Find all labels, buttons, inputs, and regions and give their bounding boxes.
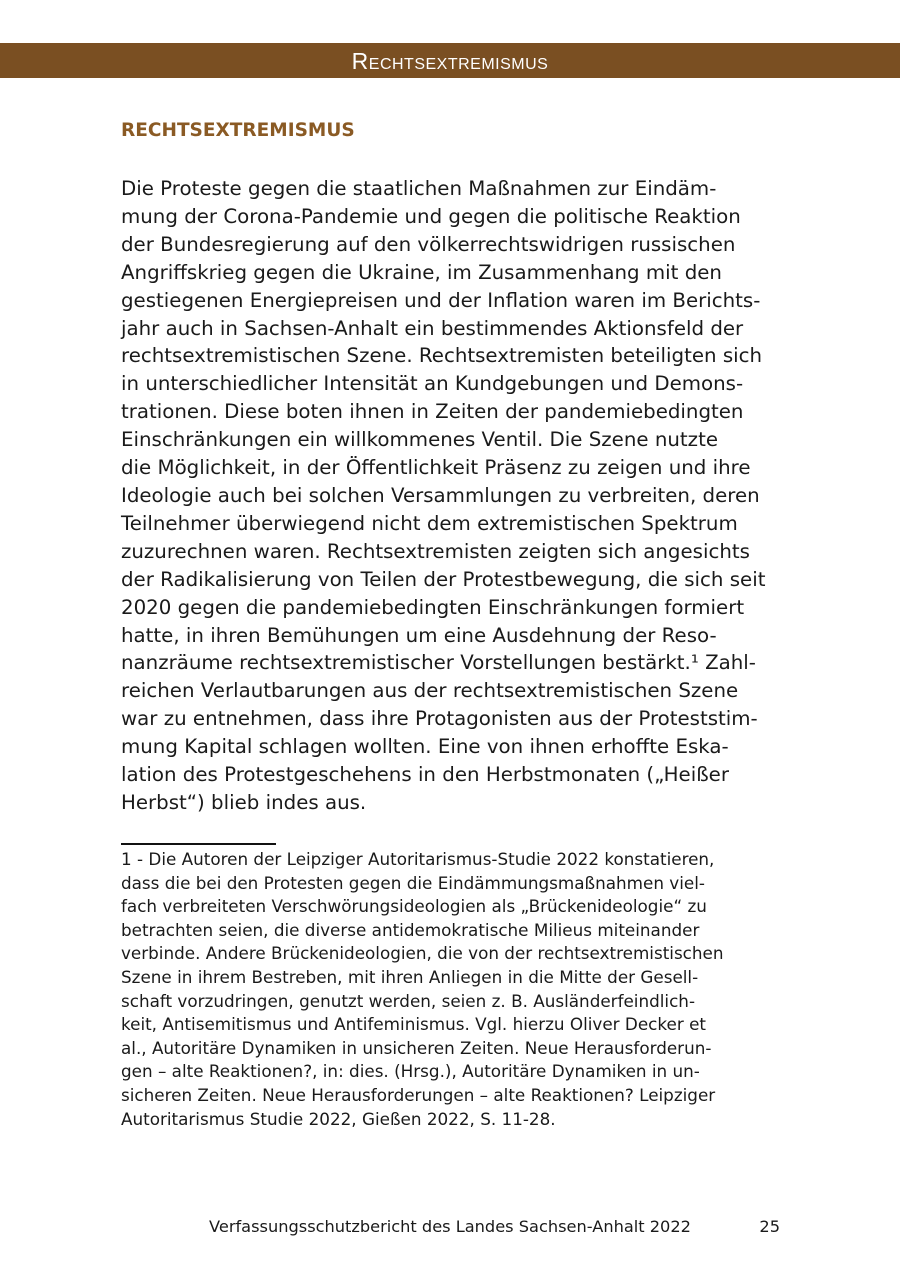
footnote-line: sicheren Zeiten. Neue Herausforderungen – alte Reaktionen? Leipziger [121,1084,716,1105]
footnote-line: gen – alte Reaktionen?, in: dies. (Hrsg.), Autoritäre Dynamiken in un- [121,1061,700,1082]
body-line: mung der Corona-Pandemie und gegen die politische Reaktion [121,204,741,228]
body-line: war zu entnehmen, dass ihre Protagonisten aus der Proteststim- [121,707,758,731]
body-line: Teilnehmer überwiegend nicht dem extremistischen Spektrum [121,511,738,535]
footnote-line: dass die bei den Protesten gegen die Eindämmungsmaßnahmen viel- [121,872,705,893]
footnote-line: 1 - Die Autoren der Leipziger Autoritarismus-Studie 2022 konstatieren, [121,849,715,869]
body-line: trationen. Diese boten ihnen in Zeiten der pandemiebedingten [121,400,744,424]
body-line: 2020 gegen die pandemiebedingten Einschränkungen formiert [121,595,745,619]
body-line: Ideologie auch bei solchen Versammlungen zu verbreiten, deren [121,483,760,507]
footnote [121,848,801,1131]
footnote-line: fach verbreiteten Verschwörungsideologien als „Brückenideologie“ zu [121,896,707,917]
page-header-title: Rechtsextremismus [351,48,549,74]
footnote-line: al., Autoritäre Dynamiken in unsicheren Zeiten. Neue Herausforderun- [121,1037,712,1058]
body-line: lation des Protestgeschehens in den Herbstmonaten („Heißer [121,763,729,787]
body-line: die Möglichkeit, in der Öffentlichkeit Präsenz zu zeigen und ihre [121,456,751,480]
body-line: Herbst“) blieb indes aus. [121,790,367,814]
body-line: rechtsextremistischen Szene. Rechtsextremisten beteiligten sich [121,344,763,368]
body-line: jahr auch in Sachsen-Anhalt ein bestimmendes Aktionsfeld der [121,316,744,340]
body-line: Einschränkungen ein willkommenes Ventil. Die Szene nutzte [121,428,718,452]
body-line: der Bundesregierung auf den völkerrechtswidrigen russischen [121,232,736,256]
footnote-line: betrachten seien, die diverse antidemokratische Milieus miteinander [121,919,700,940]
footnote-line: Szene in ihrem Bestreben, mit ihren Anliegen in die Mitte der Gesell- [121,966,699,987]
body-line: nanzräume rechtsextremistischer Vorstellungen bestärkt.¹ Zahl- [121,651,756,675]
page-number: 25 [759,1217,780,1236]
footnote-divider [121,843,276,845]
footnote-line: schaft vorzudringen, genutzt werden, seien z. B. Ausländerfeindlich- [121,990,695,1011]
body-line: der Radikalisierung von Teilen der Protestbewegung, die sich seit [121,567,766,591]
body-line: in unterschiedlicher Intensität an Kundgebungen und Demons- [121,372,744,396]
page-footer: Verfassungsschutzbericht des Landes Sachsen-Anhalt 2022 [209,1217,691,1236]
section-heading: RECHTSEXTREMISMUS [121,120,355,141]
footnote-line: verbinde. Andere Brückenideologien, die von der rechtsextremistischen [121,943,724,964]
body-line: mung Kapital schlagen wollten. Eine von ihnen erhoffte Eska- [121,735,729,759]
body-line: zuzurechnen waren. Rechtsextremisten zeigten sich angesichts [121,539,750,563]
footnote-line: Autoritarismus Studie 2022, Gießen 2022, S. 11-28. [121,1108,556,1129]
body-line: gestiegenen Energiepreisen und der Inflation waren im Berichts- [121,288,761,312]
body-line: reichen Verlautbarungen aus der rechtsextremistischen Szene [121,679,739,703]
body-line: hatte, in ihren Bemühungen um eine Ausdehnung der Reso- [121,623,717,647]
body-paragraph [121,175,781,817]
body-line: Angriffskrieg gegen die Ukraine, im Zusammenhang mit den [121,260,722,284]
footnote-line: keit, Antisemitismus und Antifeminismus. Vgl. hierzu Oliver Decker et [121,1014,706,1035]
body-line: Die Proteste gegen die staatlichen Maßnahmen zur Eindäm- [121,177,717,200]
